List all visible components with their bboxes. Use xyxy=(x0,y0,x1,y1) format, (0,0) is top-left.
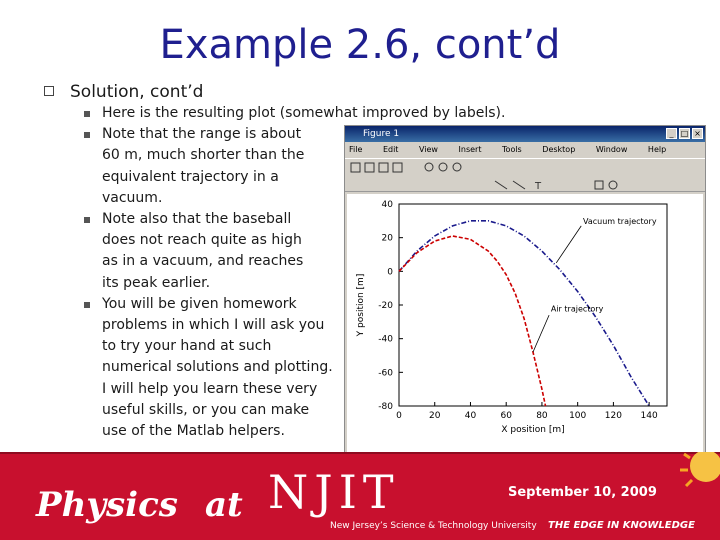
toolbar-icons[interactable] xyxy=(345,159,705,193)
menu-insert[interactable]: Insert xyxy=(458,145,482,154)
bullet-icon xyxy=(84,302,90,308)
annotation-air: Air trajectory xyxy=(550,304,604,314)
menu-window[interactable]: Window xyxy=(595,145,628,154)
sub-bullet: Here is the resulting plot (somewhat improved by labels). xyxy=(84,103,514,124)
x-tick-label: 120 xyxy=(604,411,622,421)
y-tick-label: -20 xyxy=(378,301,393,311)
footer-rule xyxy=(0,452,720,454)
ellipse-tool-icon xyxy=(609,181,617,189)
maximize-button[interactable]: □ xyxy=(680,129,689,138)
plot-area xyxy=(347,194,703,452)
annotation-arrow-air xyxy=(533,315,549,352)
menu-tools[interactable]: Tools xyxy=(502,145,522,154)
brand-physics: Physics xyxy=(36,485,178,525)
brand-at: at xyxy=(205,485,243,525)
figure-toolbar xyxy=(345,158,705,192)
bullet-icon xyxy=(84,111,90,117)
y-tick-label: 20 xyxy=(381,233,393,244)
bullet-icon xyxy=(84,132,90,138)
new-figure-icon xyxy=(351,163,360,172)
x-tick-label: 140 xyxy=(640,411,658,421)
trajectory-chart xyxy=(347,194,703,452)
square-bullet-icon xyxy=(44,86,54,96)
y-tick-label: -40 xyxy=(378,334,393,345)
y-axis-label: Y position [m] xyxy=(356,273,366,337)
bullet-icon xyxy=(84,217,90,223)
zoom-in-icon xyxy=(425,163,433,171)
x-tick-label: 60 xyxy=(500,411,512,421)
x-tick-label: 80 xyxy=(536,411,548,421)
brand-njit: NJIT xyxy=(268,465,400,519)
series-line-1 xyxy=(399,236,546,406)
rectangle-tool-icon xyxy=(595,181,603,189)
sub-bullet: You will be given homework problems in which I will ask you to try your hand at such numerical solutions and plotting. I will help you learn these very useful skills, or you can make use of the Matlab helpers. xyxy=(84,294,334,442)
open-icon xyxy=(365,163,374,172)
figure-titlebar: Figure 1 _ □ × xyxy=(345,126,705,142)
main-bullet: Solution, cont’d xyxy=(44,82,203,102)
university-tagline: New Jersey’s Science & Technology University xyxy=(330,521,537,531)
slogan: THE EDGE IN KNOWLEDGE xyxy=(548,520,695,531)
annotation-arrow-vacuum xyxy=(556,226,581,263)
zoom-out-icon xyxy=(439,163,447,171)
menu-desktop[interactable]: Desktop xyxy=(542,145,576,154)
y-tick-label: -80 xyxy=(378,402,393,412)
series-line-0 xyxy=(399,221,649,406)
y-tick-label: -60 xyxy=(378,368,393,379)
y-tick-label: 0 xyxy=(387,267,393,278)
date-label: September 10, 2009 xyxy=(508,485,657,500)
figure-menubar xyxy=(345,142,705,158)
slide-title: Example 2.6, cont’d xyxy=(159,22,561,68)
x-tick-label: 20 xyxy=(429,411,441,421)
y-tick-label: 40 xyxy=(381,200,393,210)
close-button[interactable]: × xyxy=(692,128,703,139)
minimize-button[interactable]: _ xyxy=(666,128,677,139)
print-icon xyxy=(393,163,402,172)
rotate-icon xyxy=(453,163,461,171)
menu-edit[interactable]: Edit xyxy=(382,145,399,154)
text-tool-icon: T xyxy=(535,181,542,192)
save-icon xyxy=(379,163,388,172)
menu-view[interactable]: View xyxy=(418,145,438,154)
arrow-tool-icon xyxy=(513,181,525,189)
footer-banner xyxy=(0,452,720,540)
line-tool-icon xyxy=(495,181,507,189)
annotation-vacuum: Vacuum trajectory xyxy=(583,217,657,227)
x-tick-label: 100 xyxy=(569,411,587,421)
x-tick-label: 0 xyxy=(396,411,402,421)
x-tick-label: 40 xyxy=(464,411,477,421)
sub-bullet: Note that the range is about 60 m, much shorter than the equivalent trajectory in a vacuum. xyxy=(84,124,319,209)
x-axis-label: X position [m] xyxy=(501,425,565,435)
plot-frame xyxy=(399,204,667,406)
sub-bullet: Note also that the baseball does not reach quite as high as in a vacuum, and reaches its peak earlier. xyxy=(84,209,319,294)
menu-help[interactable]: Help xyxy=(647,145,667,154)
matlab-figure-window xyxy=(344,125,706,455)
menu-file[interactable]: File xyxy=(349,145,363,154)
